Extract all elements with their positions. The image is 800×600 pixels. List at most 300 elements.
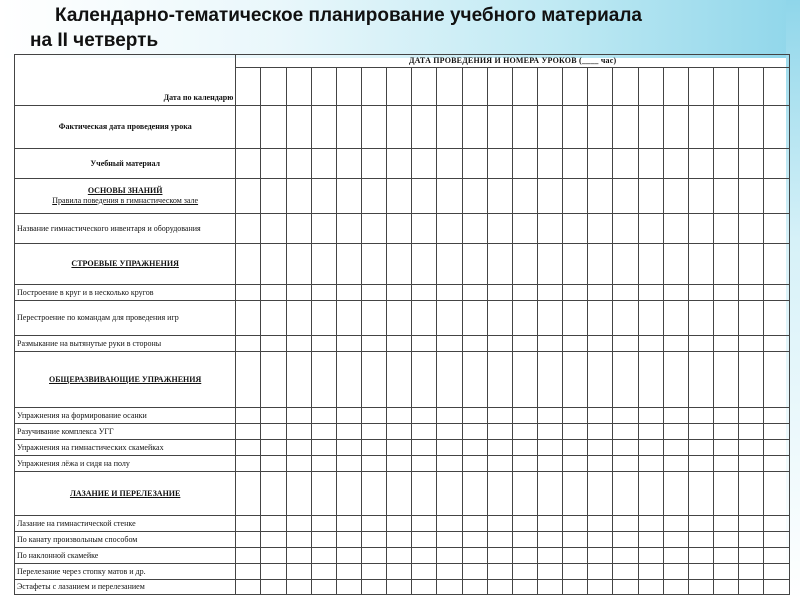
- date-cell[interactable]: [412, 472, 437, 516]
- date-cell[interactable]: [739, 244, 764, 285]
- date-cell[interactable]: [236, 285, 261, 301]
- date-cell[interactable]: [487, 548, 512, 564]
- date-cell[interactable]: [412, 149, 437, 179]
- date-cell[interactable]: [437, 564, 462, 580]
- date-cell[interactable]: [663, 149, 688, 179]
- date-cell[interactable]: [638, 472, 663, 516]
- date-cell[interactable]: [387, 532, 412, 548]
- date-cell[interactable]: [412, 336, 437, 352]
- date-cell[interactable]: [362, 456, 387, 472]
- date-cell[interactable]: [714, 516, 739, 532]
- date-cell[interactable]: [538, 516, 563, 532]
- date-cell[interactable]: [739, 301, 764, 336]
- date-cell[interactable]: [588, 179, 613, 214]
- date-cell[interactable]: [613, 424, 638, 440]
- date-cell[interactable]: [538, 301, 563, 336]
- date-cell[interactable]: [714, 285, 739, 301]
- date-cell[interactable]: [437, 214, 462, 244]
- date-cell[interactable]: [588, 244, 613, 285]
- date-cell[interactable]: [462, 408, 487, 424]
- date-cell[interactable]: [387, 580, 412, 595]
- date-cell[interactable]: [512, 516, 537, 532]
- date-cell[interactable]: [236, 214, 261, 244]
- date-cell[interactable]: [437, 440, 462, 456]
- date-cell[interactable]: [362, 106, 387, 149]
- date-cell[interactable]: [764, 149, 790, 179]
- date-cell[interactable]: [437, 149, 462, 179]
- date-cell[interactable]: [688, 106, 713, 149]
- date-cell[interactable]: [638, 408, 663, 424]
- date-cell[interactable]: [286, 285, 311, 301]
- date-cell[interactable]: [739, 532, 764, 548]
- date-cell[interactable]: [638, 532, 663, 548]
- date-cell[interactable]: [512, 244, 537, 285]
- date-cell[interactable]: [261, 408, 286, 424]
- date-cell[interactable]: [336, 408, 361, 424]
- date-cell[interactable]: [362, 336, 387, 352]
- date-cell[interactable]: [437, 68, 462, 106]
- date-cell[interactable]: [688, 564, 713, 580]
- date-cell[interactable]: [663, 424, 688, 440]
- date-cell[interactable]: [412, 106, 437, 149]
- date-cell[interactable]: [336, 68, 361, 106]
- date-cell[interactable]: [764, 301, 790, 336]
- date-cell[interactable]: [336, 285, 361, 301]
- date-cell[interactable]: [336, 214, 361, 244]
- date-cell[interactable]: [362, 352, 387, 408]
- date-cell[interactable]: [739, 179, 764, 214]
- date-cell[interactable]: [613, 179, 638, 214]
- date-cell[interactable]: [764, 68, 790, 106]
- date-cell[interactable]: [512, 352, 537, 408]
- date-cell[interactable]: [764, 580, 790, 595]
- date-cell[interactable]: [336, 456, 361, 472]
- date-cell[interactable]: [261, 532, 286, 548]
- date-cell[interactable]: [311, 440, 336, 456]
- date-cell[interactable]: [412, 244, 437, 285]
- date-cell[interactable]: [311, 472, 336, 516]
- date-cell[interactable]: [638, 214, 663, 244]
- date-cell[interactable]: [311, 214, 336, 244]
- date-cell[interactable]: [387, 440, 412, 456]
- date-cell[interactable]: [714, 149, 739, 179]
- date-cell[interactable]: [437, 472, 462, 516]
- date-cell[interactable]: [588, 106, 613, 149]
- date-cell[interactable]: [261, 106, 286, 149]
- date-cell[interactable]: [638, 548, 663, 564]
- date-cell[interactable]: [638, 516, 663, 532]
- date-cell[interactable]: [613, 580, 638, 595]
- date-cell[interactable]: [663, 516, 688, 532]
- date-cell[interactable]: [538, 352, 563, 408]
- date-cell[interactable]: [236, 424, 261, 440]
- date-cell[interactable]: [663, 214, 688, 244]
- date-cell[interactable]: [688, 548, 713, 564]
- date-cell[interactable]: [563, 68, 588, 106]
- date-cell[interactable]: [236, 440, 261, 456]
- date-cell[interactable]: [412, 214, 437, 244]
- date-cell[interactable]: [462, 580, 487, 595]
- date-cell[interactable]: [588, 149, 613, 179]
- date-cell[interactable]: [538, 244, 563, 285]
- date-cell[interactable]: [462, 106, 487, 149]
- date-cell[interactable]: [764, 516, 790, 532]
- date-cell[interactable]: [336, 301, 361, 336]
- date-cell[interactable]: [236, 548, 261, 564]
- date-cell[interactable]: [236, 580, 261, 595]
- date-cell[interactable]: [311, 564, 336, 580]
- date-cell[interactable]: [563, 440, 588, 456]
- date-cell[interactable]: [261, 214, 286, 244]
- date-cell[interactable]: [362, 440, 387, 456]
- date-cell[interactable]: [487, 106, 512, 149]
- date-cell[interactable]: [538, 564, 563, 580]
- date-cell[interactable]: [739, 408, 764, 424]
- date-cell[interactable]: [387, 548, 412, 564]
- date-cell[interactable]: [311, 336, 336, 352]
- date-cell[interactable]: [512, 68, 537, 106]
- date-cell[interactable]: [336, 532, 361, 548]
- date-cell[interactable]: [487, 408, 512, 424]
- date-cell[interactable]: [638, 244, 663, 285]
- date-cell[interactable]: [588, 440, 613, 456]
- date-cell[interactable]: [286, 580, 311, 595]
- date-cell[interactable]: [462, 244, 487, 285]
- date-cell[interactable]: [261, 179, 286, 214]
- date-cell[interactable]: [236, 532, 261, 548]
- date-cell[interactable]: [311, 424, 336, 440]
- date-cell[interactable]: [412, 456, 437, 472]
- date-cell[interactable]: [462, 564, 487, 580]
- date-cell[interactable]: [764, 564, 790, 580]
- date-cell[interactable]: [261, 516, 286, 532]
- date-cell[interactable]: [613, 301, 638, 336]
- date-cell[interactable]: [412, 285, 437, 301]
- date-cell[interactable]: [688, 424, 713, 440]
- date-cell[interactable]: [286, 564, 311, 580]
- date-cell[interactable]: [638, 336, 663, 352]
- date-cell[interactable]: [588, 532, 613, 548]
- date-cell[interactable]: [538, 424, 563, 440]
- date-cell[interactable]: [588, 580, 613, 595]
- date-cell[interactable]: [563, 244, 588, 285]
- date-cell[interactable]: [764, 179, 790, 214]
- date-cell[interactable]: [286, 424, 311, 440]
- date-cell[interactable]: [563, 336, 588, 352]
- date-cell[interactable]: [512, 301, 537, 336]
- date-cell[interactable]: [336, 580, 361, 595]
- date-cell[interactable]: [563, 106, 588, 149]
- date-cell[interactable]: [487, 68, 512, 106]
- date-cell[interactable]: [462, 456, 487, 472]
- date-cell[interactable]: [236, 352, 261, 408]
- date-cell[interactable]: [538, 179, 563, 214]
- date-cell[interactable]: [412, 301, 437, 336]
- date-cell[interactable]: [688, 179, 713, 214]
- date-cell[interactable]: [487, 214, 512, 244]
- date-cell[interactable]: [688, 532, 713, 548]
- date-cell[interactable]: [387, 149, 412, 179]
- date-cell[interactable]: [261, 424, 286, 440]
- date-cell[interactable]: [286, 336, 311, 352]
- date-cell[interactable]: [714, 580, 739, 595]
- date-cell[interactable]: [688, 352, 713, 408]
- date-cell[interactable]: [362, 548, 387, 564]
- date-cell[interactable]: [336, 352, 361, 408]
- date-cell[interactable]: [311, 106, 336, 149]
- date-cell[interactable]: [311, 285, 336, 301]
- date-cell[interactable]: [462, 149, 487, 179]
- date-cell[interactable]: [764, 285, 790, 301]
- date-cell[interactable]: [236, 564, 261, 580]
- date-cell[interactable]: [613, 336, 638, 352]
- date-cell[interactable]: [613, 244, 638, 285]
- date-cell[interactable]: [613, 472, 638, 516]
- date-cell[interactable]: [538, 548, 563, 564]
- date-cell[interactable]: [512, 424, 537, 440]
- date-cell[interactable]: [462, 68, 487, 106]
- date-cell[interactable]: [663, 336, 688, 352]
- date-cell[interactable]: [512, 408, 537, 424]
- date-cell[interactable]: [487, 149, 512, 179]
- date-cell[interactable]: [437, 516, 462, 532]
- date-cell[interactable]: [588, 564, 613, 580]
- date-cell[interactable]: [588, 301, 613, 336]
- date-cell[interactable]: [387, 301, 412, 336]
- date-cell[interactable]: [714, 179, 739, 214]
- date-cell[interactable]: [638, 301, 663, 336]
- date-cell[interactable]: [286, 548, 311, 564]
- date-cell[interactable]: [261, 564, 286, 580]
- date-cell[interactable]: [512, 456, 537, 472]
- date-cell[interactable]: [739, 472, 764, 516]
- date-cell[interactable]: [487, 564, 512, 580]
- date-cell[interactable]: [236, 244, 261, 285]
- date-cell[interactable]: [563, 149, 588, 179]
- date-cell[interactable]: [261, 352, 286, 408]
- date-cell[interactable]: [638, 424, 663, 440]
- date-cell[interactable]: [437, 424, 462, 440]
- date-cell[interactable]: [387, 424, 412, 440]
- date-cell[interactable]: [538, 532, 563, 548]
- date-cell[interactable]: [437, 456, 462, 472]
- date-cell[interactable]: [487, 179, 512, 214]
- date-cell[interactable]: [362, 580, 387, 595]
- date-cell[interactable]: [336, 440, 361, 456]
- date-cell[interactable]: [286, 456, 311, 472]
- date-cell[interactable]: [688, 516, 713, 532]
- date-cell[interactable]: [663, 179, 688, 214]
- date-cell[interactable]: [613, 106, 638, 149]
- date-cell[interactable]: [462, 301, 487, 336]
- date-cell[interactable]: [336, 564, 361, 580]
- date-cell[interactable]: [462, 548, 487, 564]
- date-cell[interactable]: [286, 440, 311, 456]
- date-cell[interactable]: [663, 564, 688, 580]
- date-cell[interactable]: [311, 408, 336, 424]
- date-cell[interactable]: [336, 106, 361, 149]
- date-cell[interactable]: [663, 548, 688, 564]
- date-cell[interactable]: [613, 516, 638, 532]
- date-cell[interactable]: [538, 106, 563, 149]
- date-cell[interactable]: [663, 285, 688, 301]
- date-cell[interactable]: [663, 532, 688, 548]
- date-cell[interactable]: [261, 244, 286, 285]
- date-cell[interactable]: [563, 285, 588, 301]
- date-cell[interactable]: [714, 424, 739, 440]
- date-cell[interactable]: [487, 440, 512, 456]
- date-cell[interactable]: [261, 336, 286, 352]
- date-cell[interactable]: [764, 548, 790, 564]
- date-cell[interactable]: [638, 580, 663, 595]
- date-cell[interactable]: [286, 352, 311, 408]
- date-cell[interactable]: [286, 408, 311, 424]
- date-cell[interactable]: [714, 244, 739, 285]
- date-cell[interactable]: [714, 472, 739, 516]
- date-cell[interactable]: [688, 214, 713, 244]
- date-cell[interactable]: [512, 214, 537, 244]
- date-cell[interactable]: [613, 564, 638, 580]
- date-cell[interactable]: [638, 456, 663, 472]
- date-cell[interactable]: [362, 68, 387, 106]
- date-cell[interactable]: [588, 285, 613, 301]
- date-cell[interactable]: [663, 408, 688, 424]
- date-cell[interactable]: [764, 352, 790, 408]
- date-cell[interactable]: [387, 516, 412, 532]
- date-cell[interactable]: [336, 244, 361, 285]
- date-cell[interactable]: [387, 244, 412, 285]
- date-cell[interactable]: [563, 532, 588, 548]
- date-cell[interactable]: [462, 336, 487, 352]
- date-cell[interactable]: [462, 424, 487, 440]
- date-cell[interactable]: [563, 472, 588, 516]
- date-cell[interactable]: [487, 516, 512, 532]
- date-cell[interactable]: [512, 548, 537, 564]
- date-cell[interactable]: [739, 548, 764, 564]
- date-cell[interactable]: [613, 149, 638, 179]
- date-cell[interactable]: [688, 440, 713, 456]
- date-cell[interactable]: [261, 548, 286, 564]
- date-cell[interactable]: [336, 548, 361, 564]
- date-cell[interactable]: [563, 352, 588, 408]
- date-cell[interactable]: [336, 516, 361, 532]
- date-cell[interactable]: [714, 352, 739, 408]
- date-cell[interactable]: [663, 440, 688, 456]
- date-cell[interactable]: [462, 516, 487, 532]
- date-cell[interactable]: [487, 244, 512, 285]
- date-cell[interactable]: [487, 336, 512, 352]
- date-cell[interactable]: [437, 179, 462, 214]
- date-cell[interactable]: [512, 564, 537, 580]
- date-cell[interactable]: [563, 214, 588, 244]
- date-cell[interactable]: [286, 214, 311, 244]
- date-cell[interactable]: [362, 564, 387, 580]
- date-cell[interactable]: [487, 580, 512, 595]
- date-cell[interactable]: [311, 244, 336, 285]
- date-cell[interactable]: [538, 336, 563, 352]
- date-cell[interactable]: [688, 472, 713, 516]
- date-cell[interactable]: [286, 68, 311, 106]
- date-cell[interactable]: [714, 564, 739, 580]
- date-cell[interactable]: [739, 352, 764, 408]
- date-cell[interactable]: [538, 214, 563, 244]
- date-cell[interactable]: [512, 149, 537, 179]
- date-cell[interactable]: [613, 408, 638, 424]
- date-cell[interactable]: [588, 516, 613, 532]
- date-cell[interactable]: [663, 106, 688, 149]
- date-cell[interactable]: [261, 68, 286, 106]
- date-cell[interactable]: [286, 516, 311, 532]
- date-cell[interactable]: [739, 336, 764, 352]
- date-cell[interactable]: [261, 285, 286, 301]
- date-cell[interactable]: [462, 214, 487, 244]
- date-cell[interactable]: [538, 456, 563, 472]
- date-cell[interactable]: [764, 440, 790, 456]
- date-cell[interactable]: [437, 336, 462, 352]
- date-cell[interactable]: [512, 336, 537, 352]
- date-cell[interactable]: [462, 472, 487, 516]
- date-cell[interactable]: [387, 214, 412, 244]
- date-cell[interactable]: [387, 472, 412, 516]
- date-cell[interactable]: [412, 352, 437, 408]
- date-cell[interactable]: [663, 244, 688, 285]
- date-cell[interactable]: [512, 179, 537, 214]
- date-cell[interactable]: [387, 106, 412, 149]
- date-cell[interactable]: [311, 456, 336, 472]
- date-cell[interactable]: [714, 408, 739, 424]
- date-cell[interactable]: [286, 149, 311, 179]
- date-cell[interactable]: [638, 179, 663, 214]
- date-cell[interactable]: [764, 472, 790, 516]
- date-cell[interactable]: [588, 336, 613, 352]
- date-cell[interactable]: [236, 456, 261, 472]
- date-cell[interactable]: [663, 68, 688, 106]
- date-cell[interactable]: [563, 580, 588, 595]
- date-cell[interactable]: [714, 440, 739, 456]
- date-cell[interactable]: [362, 301, 387, 336]
- date-cell[interactable]: [538, 285, 563, 301]
- date-cell[interactable]: [362, 244, 387, 285]
- date-cell[interactable]: [613, 68, 638, 106]
- date-cell[interactable]: [739, 440, 764, 456]
- date-cell[interactable]: [714, 214, 739, 244]
- date-cell[interactable]: [487, 352, 512, 408]
- date-cell[interactable]: [362, 214, 387, 244]
- date-cell[interactable]: [714, 456, 739, 472]
- date-cell[interactable]: [588, 424, 613, 440]
- date-cell[interactable]: [311, 516, 336, 532]
- date-cell[interactable]: [688, 301, 713, 336]
- date-cell[interactable]: [261, 149, 286, 179]
- date-cell[interactable]: [437, 408, 462, 424]
- date-cell[interactable]: [387, 564, 412, 580]
- date-cell[interactable]: [613, 440, 638, 456]
- date-cell[interactable]: [261, 301, 286, 336]
- date-cell[interactable]: [437, 548, 462, 564]
- date-cell[interactable]: [412, 564, 437, 580]
- date-cell[interactable]: [387, 456, 412, 472]
- date-cell[interactable]: [663, 580, 688, 595]
- date-cell[interactable]: [387, 408, 412, 424]
- date-cell[interactable]: [663, 352, 688, 408]
- date-cell[interactable]: [588, 352, 613, 408]
- date-cell[interactable]: [487, 532, 512, 548]
- date-cell[interactable]: [412, 580, 437, 595]
- date-cell[interactable]: [387, 336, 412, 352]
- date-cell[interactable]: [739, 214, 764, 244]
- date-cell[interactable]: [387, 285, 412, 301]
- date-cell[interactable]: [487, 456, 512, 472]
